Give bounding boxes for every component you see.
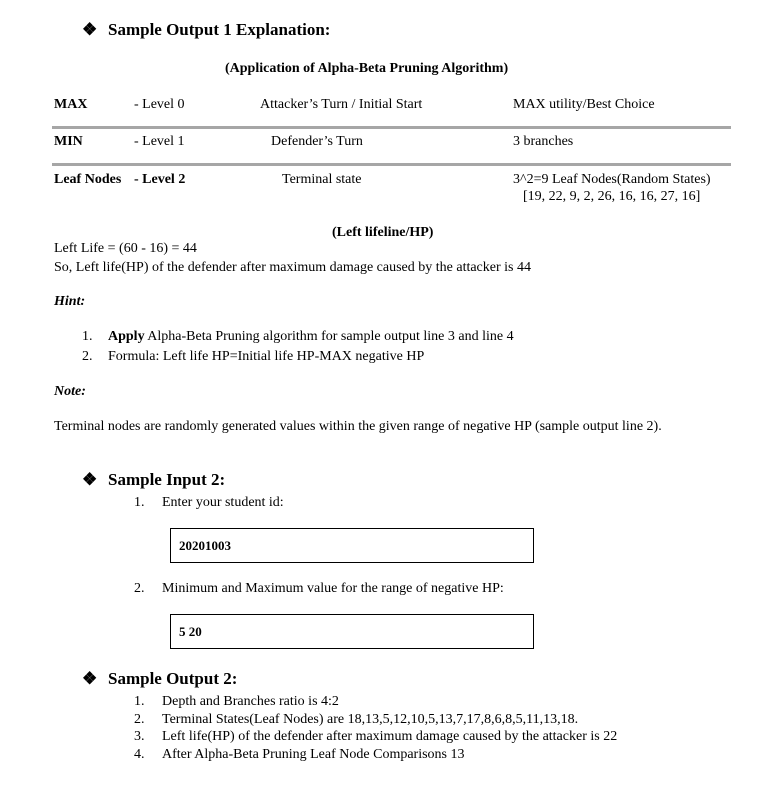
- hp-range-value: 5 20: [179, 624, 202, 639]
- lifeline-title: (Left lifeline/HP): [332, 225, 434, 240]
- row-turn: Terminal state: [282, 172, 362, 187]
- row-level: - Level 2: [134, 172, 186, 187]
- list-text: [108, 328, 514, 345]
- hp-range-prompt: Minimum and Maximum value for the range of negative HP:: [162, 581, 504, 596]
- bullet-diamond-icon: ❖: [82, 669, 98, 688]
- list-number: 4.: [134, 747, 145, 762]
- student-id-value: 20201003: [179, 538, 231, 553]
- section-heading-input-2: Sample Input 2:: [108, 470, 226, 489]
- list-text: Left life(HP) of the defender after maximum damage caused by the attacker is 22: [162, 729, 618, 744]
- left-life-result: So, Left life(HP) of the defender after maximum damage caused by the attacker is 44: [54, 260, 531, 275]
- list-text: Depth and Branches ratio is 4:2: [162, 694, 339, 709]
- note-label: Note:: [54, 384, 86, 399]
- table-divider: [52, 163, 731, 166]
- list-number: 1.: [134, 694, 145, 709]
- row-info: MAX utility/Best Choice: [513, 97, 655, 112]
- student-id-prompt: Enter your student id:: [162, 495, 284, 510]
- algorithm-subtitle: (Application of Alpha-Beta Pruning Algorithm): [225, 61, 509, 76]
- hint-label: Hint:: [54, 294, 86, 309]
- list-bold: Apply: [108, 329, 145, 344]
- list-number: 1.: [82, 329, 93, 344]
- list-number: 2.: [82, 349, 93, 364]
- list-number: 2.: [134, 712, 145, 727]
- row-level: - Level 0: [134, 97, 185, 112]
- row-turn: Attacker’s Turn / Initial Start: [260, 97, 423, 112]
- section-heading-output-2: Sample Output 2:: [108, 669, 238, 688]
- student-id-value-box: [170, 528, 534, 563]
- note-text: Terminal nodes are randomly generated values within the given range of negative HP (sample output line 2).: [54, 419, 662, 434]
- row-name: Leaf Nodes: [54, 172, 122, 187]
- list-number: 2.: [134, 581, 145, 596]
- bullet-diamond-icon: ❖: [82, 20, 98, 39]
- list-number: 3.: [134, 729, 145, 744]
- bullet-diamond-icon: ❖: [82, 470, 98, 489]
- row-info: 3^2=9 Leaf Nodes(Random States): [513, 172, 711, 187]
- row-name: MIN: [54, 134, 83, 149]
- row-name: MAX: [54, 97, 88, 112]
- row-turn: Defender’s Turn: [271, 134, 363, 149]
- list-text: Terminal States(Leaf Nodes) are 18,13,5,12,10,5,13,7,17,8,6,8,5,11,13,18.: [162, 712, 579, 727]
- list-number: 1.: [134, 495, 145, 510]
- list-rest: Alpha-Beta Pruning algorithm for sample output line 3 and line 4: [144, 329, 514, 344]
- section-heading-output-1: Sample Output 1 Explanation:: [108, 20, 331, 39]
- row-info: 3 branches: [513, 134, 574, 149]
- left-life-formula: Left Life = (60 - 16) = 44: [54, 241, 197, 256]
- hp-range-value-box: [170, 614, 534, 649]
- list-text: After Alpha-Beta Pruning Leaf Node Comparisons 13: [162, 747, 465, 762]
- table-divider: [52, 126, 731, 129]
- row-level: - Level 1: [134, 134, 185, 149]
- row-info-values: [19, 22, 9, 2, 26, 16, 16, 27, 16]: [523, 189, 701, 204]
- list-text: Formula: Left life HP=Initial life HP-MAX negative HP: [108, 349, 425, 364]
